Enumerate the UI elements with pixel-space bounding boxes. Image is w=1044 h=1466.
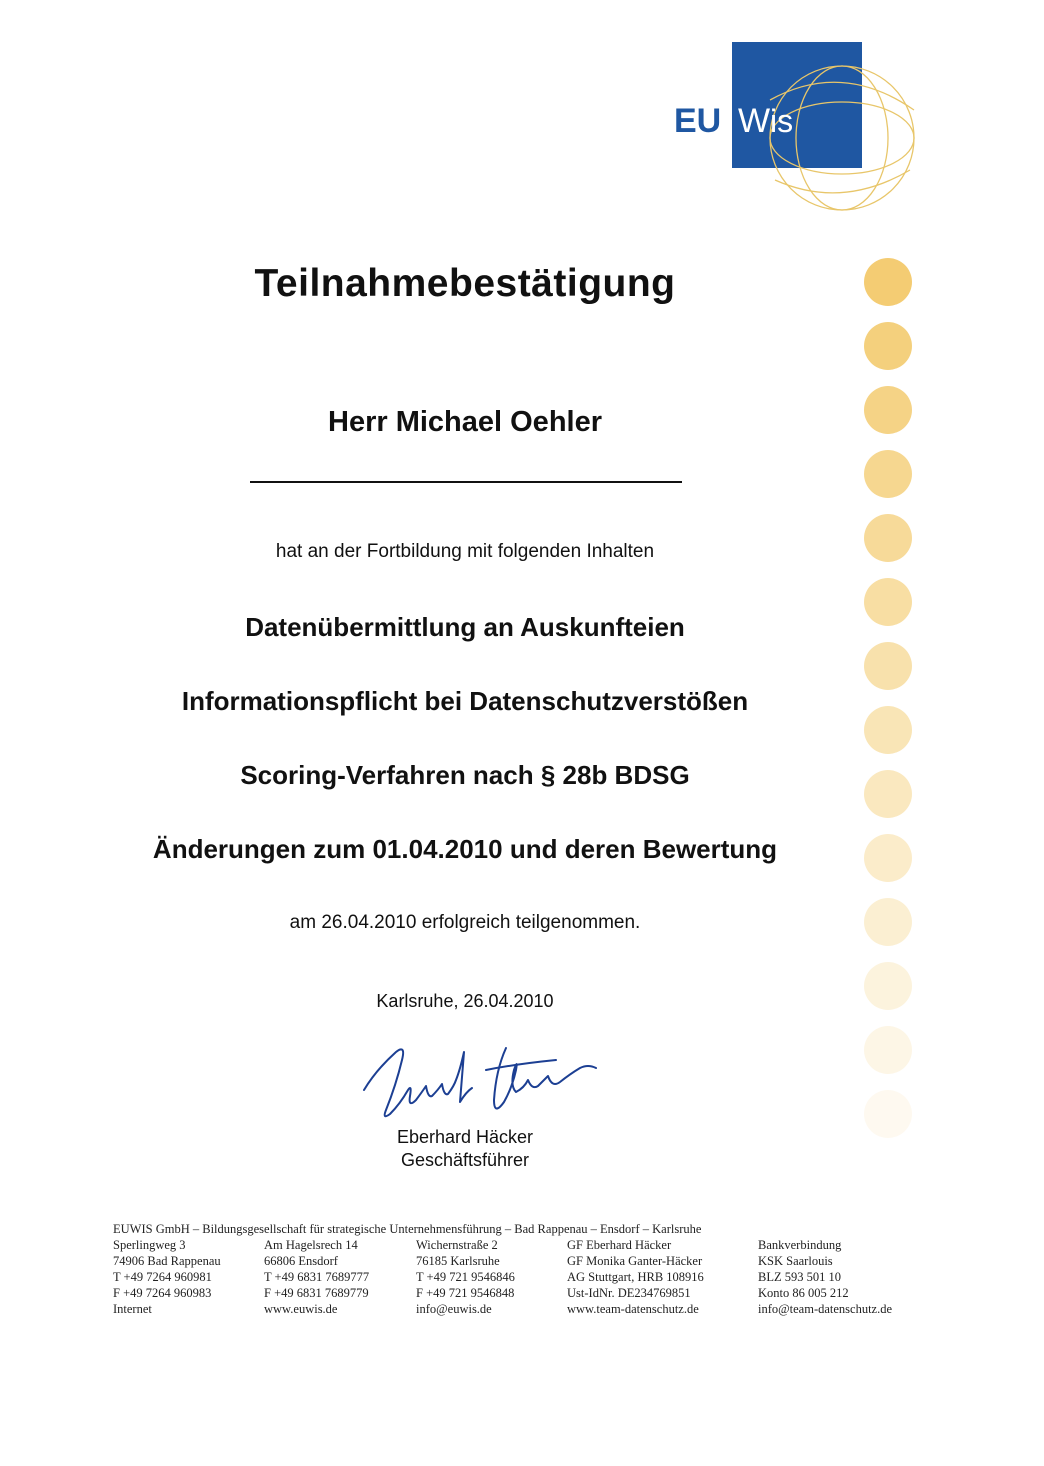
completion-text: am 26.04.2010 erfolgreich teilgenommen.: [289, 912, 641, 933]
footer-columns: [113, 1237, 933, 1317]
footer-column-bad-rappenau: [113, 1237, 264, 1317]
footer-text: 74906 Bad Rappenau: [113, 1254, 221, 1268]
footer-text: 66806 Ensdorf: [264, 1254, 338, 1268]
footer-text: Bankverbindung: [758, 1238, 842, 1252]
topic-item: Scoring-Verfahren nach § 28b BDSG: [240, 760, 690, 790]
footer-column-ensdorf: [264, 1237, 416, 1317]
page-title: Teilnahmebestätigung: [254, 262, 676, 305]
signer-name: Eberhard Häcker: [396, 1127, 534, 1147]
logo-text-eu: EU: [674, 102, 722, 140]
footer-email-link[interactable]: info@euwis.de: [416, 1302, 492, 1316]
footer-column-karlsruhe: [416, 1237, 567, 1317]
recipient-name: Herr Michael Oehler: [328, 406, 602, 438]
euwis-logo-graphic: [670, 40, 930, 220]
footer-text: F +49 721 9546848: [416, 1286, 515, 1300]
footer-text: Konto 86 005 212: [758, 1286, 849, 1300]
footer-text: T +49 721 9546846: [416, 1270, 515, 1284]
intro-text: hat an der Fortbildung mit folgenden Inhalten: [275, 541, 655, 562]
footer-text: T +49 6831 7689777: [264, 1270, 370, 1284]
footer: [113, 1221, 933, 1317]
footer-text: KSK Saarlouis: [758, 1254, 833, 1268]
footer-column-management: [567, 1237, 758, 1317]
divider-line: [250, 481, 682, 483]
footer-text: Ust-IdNr. DE234769851: [567, 1286, 691, 1300]
footer-company-line: EUWIS GmbH – Bildungsgesellschaft für strategische Unternehmensführung – Bad Rappenau – Ensdorf – Karlsruhe: [113, 1222, 702, 1236]
euwis-logo: [670, 40, 930, 220]
decorative-dot: [864, 642, 912, 690]
decorative-dot: [864, 1026, 912, 1074]
footer-text: Am Hagelsrech 14: [264, 1238, 358, 1252]
footer-link[interactable]: www.euwis.de: [264, 1302, 338, 1316]
logo-text-w: W: [738, 102, 771, 140]
signer-role: Geschäftsführer: [400, 1150, 530, 1170]
footer-text: F +49 7264 960983: [113, 1286, 212, 1300]
decorative-dot: [864, 322, 912, 370]
decorative-dot: [864, 450, 912, 498]
footer-text: 76185 Karlsruhe: [416, 1254, 500, 1268]
topic-item: Informationspflicht bei Datenschutzverstößen: [181, 686, 749, 716]
footer-text: BLZ 593 501 10: [758, 1270, 841, 1284]
footer-text: Wichernstraße 2: [416, 1238, 498, 1252]
footer-text: GF Monika Ganter-Häcker: [567, 1254, 703, 1268]
footer-text: T +49 7264 960981: [113, 1270, 212, 1284]
place-date: Karlsruhe, 26.04.2010: [376, 991, 554, 1011]
topic-item: Datenübermittlung an Auskunfteien: [245, 612, 685, 642]
footer-link[interactable]: www.team-datenschutz.de: [567, 1302, 699, 1316]
footer-text: GF Eberhard Häcker: [567, 1238, 672, 1252]
footer-text: F +49 6831 7689779: [264, 1286, 369, 1300]
signer-block: [0, 1126, 930, 1172]
footer-email-link[interactable]: info@team-datenschutz.de: [758, 1302, 893, 1316]
footer-text: Sperlingweg 3: [113, 1238, 186, 1252]
signature: [356, 1030, 606, 1130]
footer-text: AG Stuttgart, HRB 108916: [567, 1270, 704, 1284]
footer-column-bank: [758, 1237, 892, 1317]
logo-text-is: is: [770, 103, 794, 139]
footer-text: Internet: [113, 1302, 152, 1316]
topic-item: Änderungen zum 01.04.2010 und deren Bewertung: [152, 834, 778, 864]
